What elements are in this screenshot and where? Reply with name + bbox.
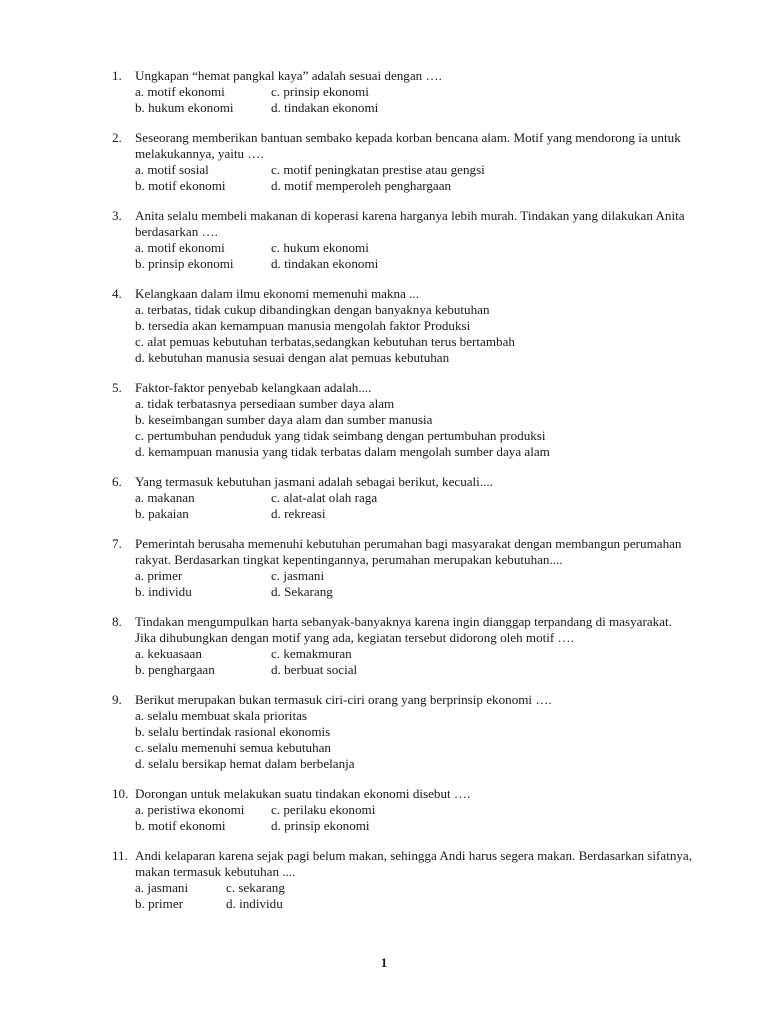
question-number: 4. bbox=[112, 286, 122, 301]
question-number: 7. bbox=[112, 536, 122, 551]
question-text: Seseorang memberikan bantuan sembako kepada korban bencana alam. Motif yang mendorong ia untuk melakukannya, yaitu …. bbox=[135, 130, 681, 161]
answer-options bbox=[135, 880, 692, 912]
question-number: 9. bbox=[112, 692, 122, 707]
option-c: c. selalu memenuhi semua kebutuhan bbox=[135, 740, 331, 755]
question-text: Andi kelaparan karena sejak pagi belum makan, sehingga Andi harus segera makan. Berdasarkan sifatnya, makan termasuk kebutuhan .... bbox=[135, 848, 693, 879]
question-number: 10. bbox=[112, 786, 129, 801]
option-a: a. tidak terbatasnya persediaan sumber daya alam bbox=[135, 396, 395, 411]
question-text: Ungkapan “hemat pangkal kaya” adalah sesuai dengan …. bbox=[135, 68, 442, 83]
option-b: b. selalu bertindak rasional ekonomis bbox=[135, 724, 331, 739]
option-a: a. kekuasaan bbox=[135, 646, 202, 661]
question-number: 5. bbox=[112, 380, 122, 395]
question-list bbox=[112, 68, 692, 926]
option-c: c. kemakmuran bbox=[271, 646, 352, 661]
question-text: Berikut merupakan bukan termasuk ciri-ciri orang yang berprinsip ekonomi …. bbox=[135, 692, 552, 707]
question-number: 2. bbox=[112, 130, 122, 145]
option-a: a. makanan bbox=[135, 490, 195, 505]
option-a: a. selalu membuat skala prioritas bbox=[135, 708, 307, 723]
option-a: a. motif sosial bbox=[135, 162, 209, 177]
question-text: Dorongan untuk melakukan suatu tindakan ekonomi disebut …. bbox=[135, 786, 471, 801]
question-number: 3. bbox=[112, 208, 122, 223]
question-9 bbox=[112, 692, 692, 772]
question-number: 11. bbox=[112, 848, 128, 863]
option-b: b. motif ekonomi bbox=[135, 178, 226, 193]
question-number: 6. bbox=[112, 474, 122, 489]
option-b: b. motif ekonomi bbox=[135, 818, 226, 833]
answer-options bbox=[135, 708, 692, 772]
option-d: d. prinsip ekonomi bbox=[271, 818, 370, 833]
option-c: c. pertumbuhan penduduk yang tidak seimbang dengan pertumbuhan produksi bbox=[135, 428, 546, 443]
question-number: 1. bbox=[112, 68, 122, 83]
question-2 bbox=[112, 130, 692, 194]
answer-options bbox=[135, 802, 692, 834]
option-b: b. keseimbangan sumber daya alam dan sumber manusia bbox=[135, 412, 433, 427]
answer-options bbox=[135, 568, 692, 600]
option-b: b. penghargaan bbox=[135, 662, 215, 677]
question-5 bbox=[112, 380, 692, 460]
option-a: a. jasmani bbox=[135, 880, 189, 895]
answer-options bbox=[135, 162, 692, 194]
question-1 bbox=[112, 68, 692, 116]
option-d: d. kemampuan manusia yang tidak terbatas dalam mengolah sumber daya alam bbox=[135, 444, 550, 459]
option-a: a. terbatas, tidak cukup dibandingkan dengan banyaknya kebutuhan bbox=[135, 302, 490, 317]
question-number: 8. bbox=[112, 614, 122, 629]
answer-options bbox=[135, 84, 692, 116]
option-c: c. sekarang bbox=[226, 880, 285, 895]
question-4 bbox=[112, 286, 692, 366]
option-d: d. kebutuhan manusia sesuai dengan alat pemuas kebutuhan bbox=[135, 350, 450, 365]
question-3 bbox=[112, 208, 692, 272]
answer-options bbox=[135, 240, 692, 272]
option-c: c. prinsip ekonomi bbox=[271, 84, 369, 99]
option-c: c. jasmani bbox=[271, 568, 325, 583]
option-a: a. motif ekonomi bbox=[135, 84, 225, 99]
option-c: c. motif peningkatan prestise atau gengsi bbox=[271, 162, 485, 177]
question-6 bbox=[112, 474, 692, 522]
option-a: a. peristiwa ekonomi bbox=[135, 802, 245, 817]
question-text: Tindakan mengumpulkan harta sebanyak-banyaknya karena ingin dianggap terpandang di masyarakat. Jika dihubungkan dengan motif yang ada, kegiatan tersebut didorong oleh motif …. bbox=[135, 614, 672, 645]
option-c: c. alat pemuas kebutuhan terbatas,sedangkan kebutuhan terus bertambah bbox=[135, 334, 515, 349]
option-d: d. selalu bersikap hemat dalam berbelanja bbox=[135, 756, 355, 771]
question-text: Yang termasuk kebutuhan jasmani adalah sebagai berikut, kecuali.... bbox=[135, 474, 493, 489]
question-text: Faktor-faktor penyebab kelangkaan adalah.... bbox=[135, 380, 372, 395]
option-d: d. rekreasi bbox=[271, 506, 326, 521]
question-11 bbox=[112, 848, 692, 912]
option-b: b. hukum ekonomi bbox=[135, 100, 234, 115]
answer-options bbox=[135, 302, 692, 366]
answer-options bbox=[135, 396, 692, 460]
option-b: b. tersedia akan kemampuan manusia mengolah faktor Produksi bbox=[135, 318, 471, 333]
option-a: a. motif ekonomi bbox=[135, 240, 225, 255]
option-a: a. primer bbox=[135, 568, 183, 583]
option-d: d. tindakan ekonomi bbox=[271, 256, 379, 271]
question-text: Anita selalu membeli makanan di koperasi karena harganya lebih murah. Tindakan yang dilakukan Anita berdasarkan …. bbox=[135, 208, 685, 239]
option-d: d. berbuat social bbox=[271, 662, 358, 677]
option-c: c. hukum ekonomi bbox=[271, 240, 369, 255]
option-d: d. Sekarang bbox=[271, 584, 333, 599]
question-text: Pemerintah berusaha memenuhi kebutuhan perumahan bagi masyarakat dengan membangun perumahan rakyat. Berdasarkan tingkat kepentingannya, perumahan merupakan kebutuhan.... bbox=[135, 536, 682, 567]
question-10 bbox=[112, 786, 692, 834]
option-d: d. motif memperoleh penghargaan bbox=[271, 178, 452, 193]
page-number: 1 bbox=[380, 955, 388, 970]
answer-options bbox=[135, 646, 692, 678]
question-8 bbox=[112, 614, 692, 678]
option-c: c. perilaku ekonomi bbox=[271, 802, 376, 817]
question-text: Kelangkaan dalam ilmu ekonomi memenuhi makna ... bbox=[135, 286, 419, 301]
option-d: d. individu bbox=[226, 896, 283, 911]
answer-options bbox=[135, 490, 692, 522]
question-7 bbox=[112, 536, 692, 600]
option-b: b. prinsip ekonomi bbox=[135, 256, 234, 271]
option-c: c. alat-alat olah raga bbox=[271, 490, 378, 505]
option-b: b. pakaian bbox=[135, 506, 189, 521]
option-d: d. tindakan ekonomi bbox=[271, 100, 379, 115]
option-b: b. primer bbox=[135, 896, 183, 911]
option-b: b. individu bbox=[135, 584, 192, 599]
